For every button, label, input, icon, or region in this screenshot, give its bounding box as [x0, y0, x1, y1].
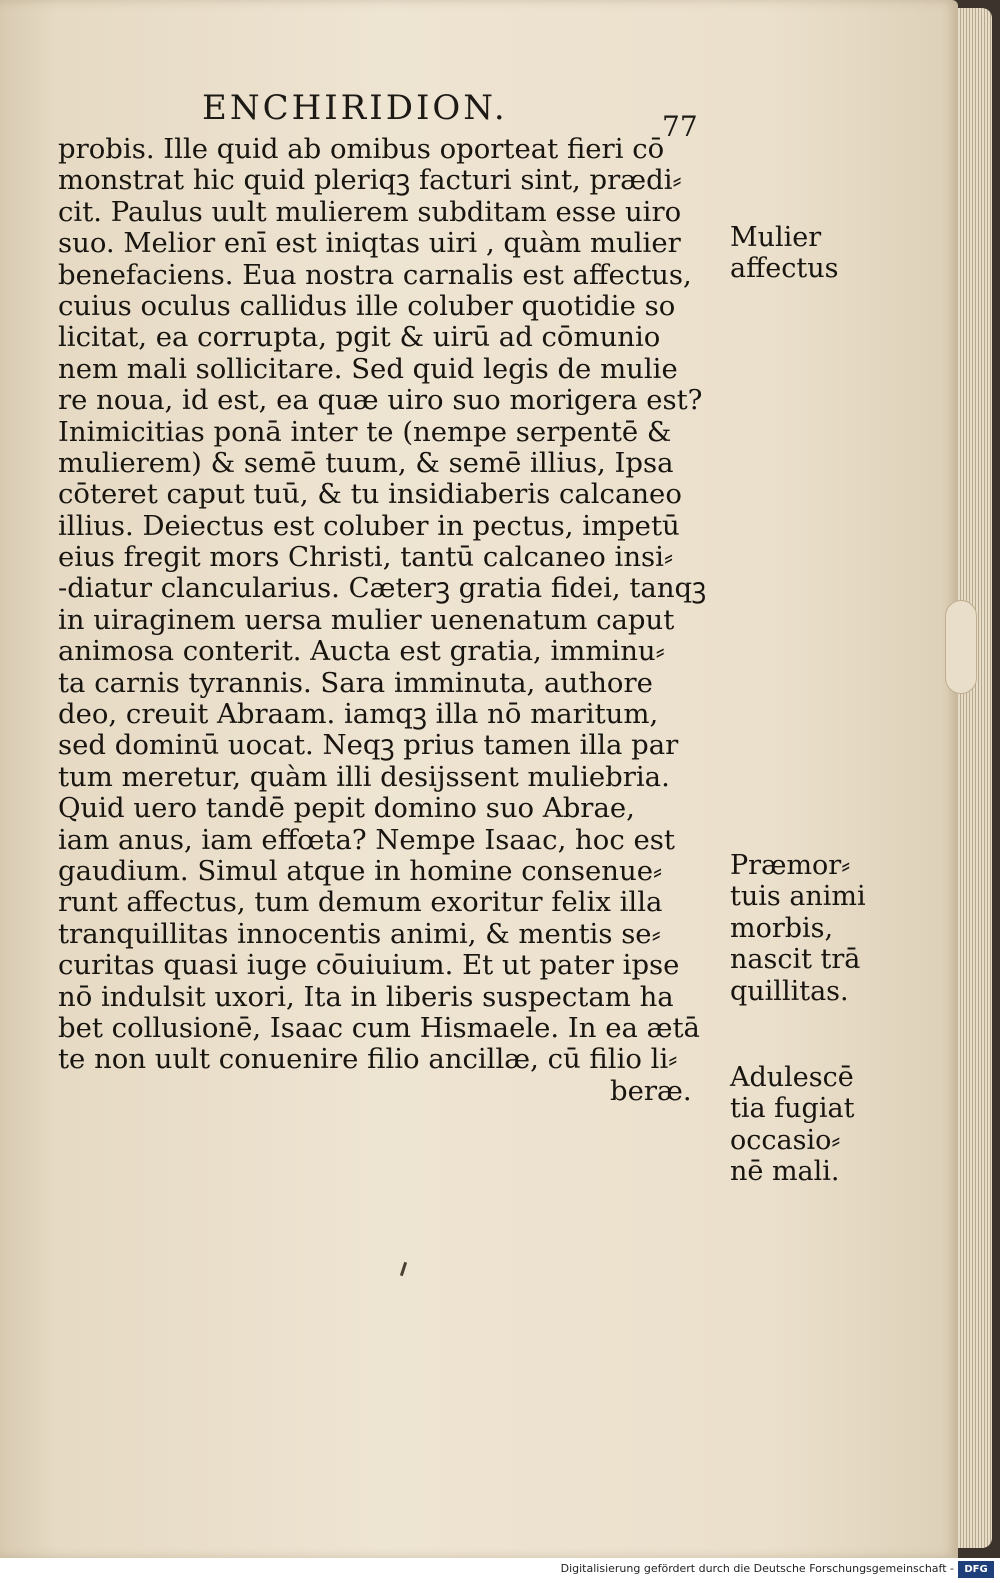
- marginal-note-line: Mulier: [730, 222, 822, 253]
- marginal-note: [730, 850, 900, 1007]
- bookmark-tab: [945, 600, 977, 694]
- marginal-note: [730, 222, 900, 285]
- text-line: Inimicitias ponā inter te (nempe serpentē &: [58, 415, 672, 448]
- footer: [0, 1558, 1000, 1583]
- running-head: ENCHIRIDION.: [202, 88, 508, 128]
- page-number: 77: [662, 110, 698, 143]
- text-line: te non uult conuenire filio ancillæ, cū filio li⸗: [58, 1043, 678, 1076]
- text-line: cōteret caput tuū, & tu insidiaberis calcaneo: [58, 478, 682, 511]
- text-line: beræ.: [610, 1074, 692, 1107]
- ink-mark: [400, 1262, 407, 1276]
- marginal-note-line: nascit trā: [730, 944, 861, 976]
- text-line: curitas quasi iuge cōuiuium. Et ut pater ipse: [58, 949, 680, 982]
- text-line: nem mali sollicitare. Sed quid legis de mulie: [58, 352, 678, 385]
- text-line: tum meretur, quàm illi desijssent muliebria.: [58, 760, 670, 793]
- text-line: nō indulsit uxori, Ita in liberis suspectam ha: [58, 980, 674, 1013]
- text-line: mulierem) & semē tuum, & semē illius, Ipsa: [58, 446, 674, 479]
- marginal-note: [730, 1062, 900, 1188]
- text-line: animosa conterit. Aucta est gratia, imminu⸗: [58, 635, 665, 668]
- footer-credit: Digitalisierung gefördert durch die Deutsche Forschungsgemeinschaft -: [560, 1562, 954, 1575]
- text-line: cuius oculus callidus ille coluber quotidie so: [58, 289, 676, 322]
- text-line: suo. Melior enī est iniqtas uiri , quàm mulier: [58, 227, 681, 260]
- text-line: licitat, ea corrupta, pgit & uirū ad cōmunio: [58, 321, 661, 354]
- text-line: illius. Deiectus est coluber in pectus, impetū: [58, 509, 680, 542]
- marginal-note-line: occasio⸗: [730, 1124, 841, 1156]
- text-line: cit. Paulus uult mulierem subditam esse uiro: [58, 195, 682, 228]
- marginal-note-line: Adulescē: [730, 1062, 854, 1093]
- page-edges: [958, 8, 992, 1548]
- marginal-note-line: quillitas.: [730, 975, 849, 1007]
- marginal-note-line: Præmor⸗: [730, 850, 851, 881]
- marginal-note-line: morbis,: [730, 912, 834, 944]
- marginal-note-line: nē mali.: [730, 1156, 840, 1188]
- marginal-note-line: affectus: [730, 253, 839, 285]
- text-line: runt affectus, tum demum exoritur felix illa: [58, 886, 663, 919]
- text-line: re noua, id est, ea quæ uiro suo morigera est?: [58, 384, 703, 417]
- text-line: sed dominū uocat. Neqꝫ prius tamen illa par: [58, 729, 679, 762]
- text-line: monstrat hic quid pleriqꝫ facturi sint, prædi⸗: [58, 164, 682, 197]
- marginal-note-line: tuis animi: [730, 881, 866, 913]
- text-line: probis. Ille quid ab omibus oporteat fieri cō: [58, 133, 665, 165]
- text-line: eius fregit mors Christi, tantū calcaneo insi⸗: [58, 541, 674, 574]
- text-line: deo, creuit Abraam. iamqꝫ illa nō maritum,: [58, 698, 659, 731]
- text-line: gaudium. Simul atque in homine consenue⸗: [58, 854, 663, 887]
- text-line: -diatur clancularius. Cæterꝫ gratia fidei, tanqꝫ: [58, 572, 707, 605]
- marginal-note-line: tia fugiat: [730, 1093, 855, 1125]
- text-line: iam anus, iam effœta? Nempe Isaac, hoc est: [58, 823, 675, 856]
- body-text: [58, 134, 738, 1107]
- text-line: ta carnis tyrannis. Sara imminuta, authore: [58, 666, 653, 699]
- text-line: benefaciens. Eua nostra carnalis est affectus,: [58, 258, 692, 291]
- text-line: in uiraginem uersa mulier uenenatum caput: [58, 603, 675, 636]
- text-line: Quid uero tandē pepit domino suo Abrae,: [58, 792, 635, 825]
- dfg-logo-icon: DFG: [958, 1561, 994, 1578]
- text-line: tranquillitas innocentis animi, & mentis se⸗: [58, 917, 661, 950]
- text-line: bet collusionē, Isaac cum Hismaele. In ea ætā: [58, 1011, 700, 1044]
